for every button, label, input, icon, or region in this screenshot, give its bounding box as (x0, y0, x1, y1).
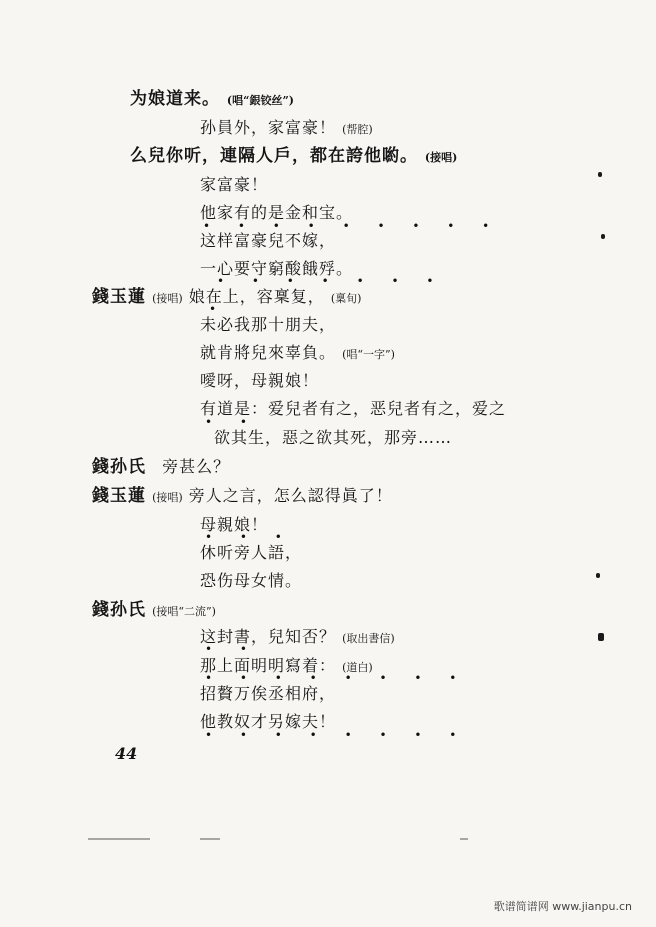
stage-direction: (接唱) (424, 151, 458, 164)
speaker-name: 錢孙氏 (92, 457, 146, 477)
emphasis-dots: • • (205, 642, 259, 656)
lyric-text: 旁人之言，怎么認得眞了！ (188, 486, 393, 505)
lyric-text: 招贅万俟丞相府， (200, 684, 337, 703)
stage-direction: (取出書信) (342, 632, 395, 645)
emphasis-dots: • • • • • • • • • (203, 219, 502, 233)
lyric-text: 他家有的是金和宝。 (200, 203, 354, 222)
stage-direction: (道白) (342, 661, 373, 674)
lyric-text: 娘在上，容稟复， (188, 287, 325, 306)
stage-direction: (接唱) (152, 292, 183, 305)
scan-artifact-rule (88, 838, 150, 840)
lyric-line (130, 89, 294, 111)
emphasis-dots: • • • • • • • • (205, 671, 469, 685)
lyric-line (200, 371, 319, 391)
lyric-text: 么兒你听，連隔人戶，都在誇他喲。 (130, 146, 418, 166)
lyric-text: 这样富豪兒不嫁， (200, 231, 337, 250)
lyric-line (200, 684, 336, 704)
scan-artifact-rule (200, 838, 220, 840)
lyric-text: 恐伤母女情。 (200, 571, 303, 590)
stage-direction: (稟旬) (330, 292, 362, 305)
lyric-text: 那上面明明寫着： (200, 656, 337, 675)
lyric-text: 家富豪！ (200, 175, 269, 194)
ink-speck (601, 234, 605, 239)
emphasis-dots: • (209, 302, 229, 316)
stage-direction: (接唱) (152, 491, 183, 504)
speaker-name: 錢玉蓮 (92, 287, 146, 307)
lyric-text: 母親娘！ (200, 515, 269, 534)
lyric-text: 旁甚么？ (162, 457, 231, 476)
lyric-text: 他教奴才另嫁夫！ (200, 712, 337, 731)
speaker-name: 錢玉蓮 (92, 486, 146, 506)
lyric-line (200, 175, 268, 195)
lyric-text: 就肯將兒來辜負。 (200, 343, 337, 362)
emphasis-dots: • • • (205, 530, 294, 544)
stage-direction: (帮腔) (342, 123, 373, 136)
lyric-line (214, 428, 452, 448)
lyric-text: 休听旁人語， (200, 543, 303, 562)
lyric-line (92, 486, 393, 508)
ink-speck (598, 172, 602, 177)
lyric-line (200, 343, 395, 365)
emphasis-dots: • • • • • • • • (205, 728, 469, 742)
lyric-text: 为娘道来。 (130, 89, 220, 109)
speaker-name: 錢孙氏 (92, 600, 146, 620)
site-watermark: 歌谱简谱网 www.jianpu.cn (493, 900, 632, 913)
stage-direction: (唱“銀铰丝”) (226, 94, 294, 107)
ink-speck (596, 573, 600, 578)
lyric-line (92, 457, 230, 477)
lyric-text: 未必我那十朋夫， (200, 315, 337, 334)
lyric-line (200, 118, 373, 140)
emphasis-dots: • • (205, 415, 259, 429)
lyric-line (200, 315, 336, 335)
lyric-text: 一心要守窮酸餓殍。 (200, 259, 354, 278)
lyric-line (200, 543, 302, 563)
lyric-line (200, 231, 336, 251)
lyric-line (92, 600, 216, 622)
lyric-text: 孙員外，家富豪！ (200, 118, 337, 137)
lyric-text: 欲其生，惡之欲其死，那旁…… (214, 428, 453, 447)
stage-direction: (唱“一字”) (342, 348, 395, 361)
emphasis-dots: • • • • • • • (217, 274, 446, 288)
lyric-text: 噯呀，母親娘！ (200, 371, 320, 390)
page-number: 44 (115, 744, 138, 763)
ink-speck (598, 633, 604, 641)
lyric-text: 这封書，兒知否？ (200, 627, 337, 646)
lyric-line (200, 571, 302, 591)
lyric-text: 有道是：爱兒者有之，恶兒者有之，爱之 (200, 399, 507, 418)
stage-direction: (接唱“二流”) (152, 605, 216, 618)
scan-artifact-rule (460, 838, 468, 840)
lyric-line (130, 146, 457, 168)
